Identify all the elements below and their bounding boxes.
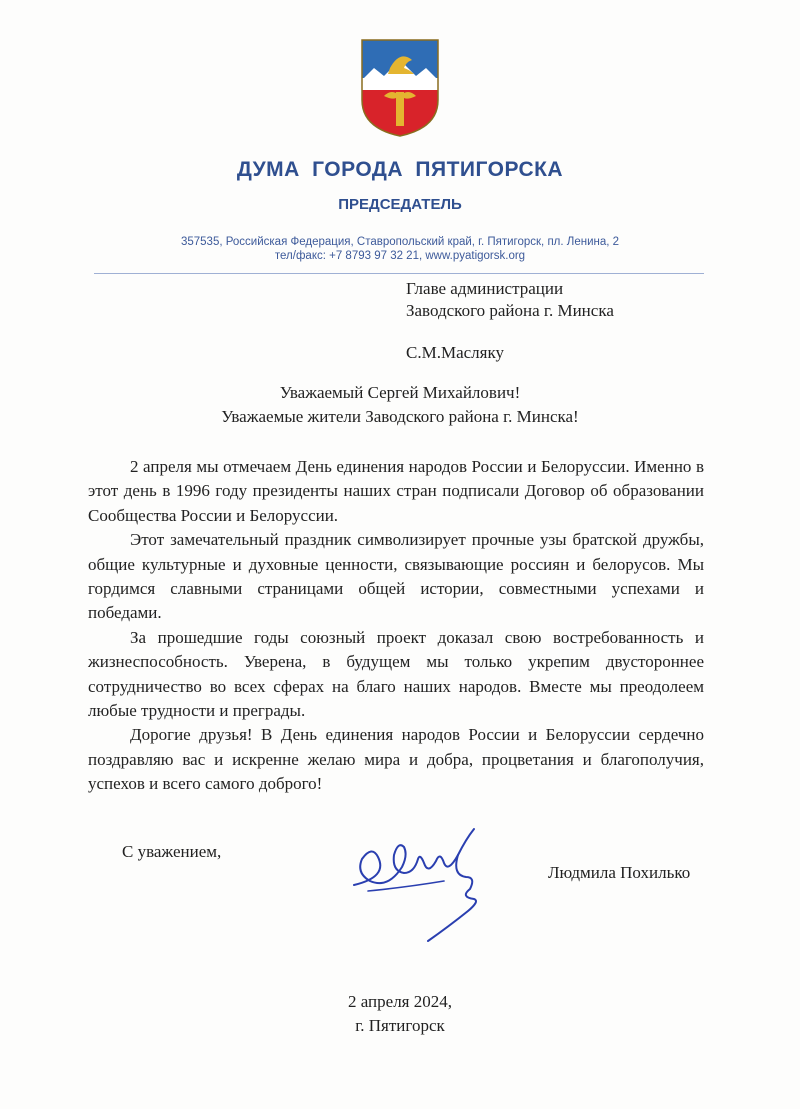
recipient-organization: Заводского района г. Минска bbox=[406, 301, 614, 320]
closing-phrase: С уважением, bbox=[122, 842, 222, 861]
recipient-name: С.М.Масляку bbox=[406, 343, 504, 362]
paragraph-3: За прошедшие годы союзный проект доказал свою востребованность и жизнеспособность. Уверена, в будущем мы только укрепим двустороннее сотрудничество во всех сферах на благо наших народов. Вместе мы преодолеем любые трудности и преграды. bbox=[88, 627, 704, 721]
handwritten-signature bbox=[348, 815, 498, 950]
salutation-personal: Уважаемый Сергей Михайлович! bbox=[279, 383, 521, 402]
header-divider bbox=[94, 273, 704, 274]
letter-place: г. Пятигорск bbox=[355, 1016, 445, 1035]
date-place bbox=[0, 990, 800, 1038]
recipient-position: Главе администрации bbox=[406, 279, 564, 298]
organization-title: ДУМА ГОРОДА ПЯТИГОРСКА bbox=[236, 158, 564, 181]
paragraph-4: Дорогие друзья! В День единения народов России и Белоруссии сердечно поздравляю вас и искренне желаю мира и добра, процветания и благополучия, успехов и всего самого доброго! bbox=[88, 725, 704, 794]
contacts-line: тел/факс: +7 8793 97 32 21, www.pyatigorsk.org bbox=[274, 250, 526, 262]
organization-position: ПРЕДСЕДАТЕЛЬ bbox=[338, 196, 462, 213]
letter-body bbox=[88, 455, 704, 797]
city-coat-of-arms-icon bbox=[360, 38, 440, 138]
paragraph-1: 2 апреля мы отмечаем День единения народов России и Белоруссии. Именно в этот день в 1996 году президенты наших стран подписали Договор об образовании Сообщества России и Белоруссии. bbox=[88, 457, 704, 525]
address-line: 357535, Российская Федерация, Ставропольский край, г. Пятигорск, пл. Ленина, 2 bbox=[180, 236, 620, 248]
letter-date: 2 апреля 2024, bbox=[347, 992, 453, 1011]
salutation-residents: Уважаемые жители Заводского района г. Минска! bbox=[221, 407, 579, 426]
signer-name: Людмила Похилько bbox=[548, 863, 691, 882]
paragraph-2: Этот замечательный праздник символизирует прочные узы братской дружбы, общие культурные и духовные ценности, связывающие россиян и белорусов. Мы гордимся славными страницами общей истории, совместными успехами и победами. bbox=[88, 530, 704, 623]
